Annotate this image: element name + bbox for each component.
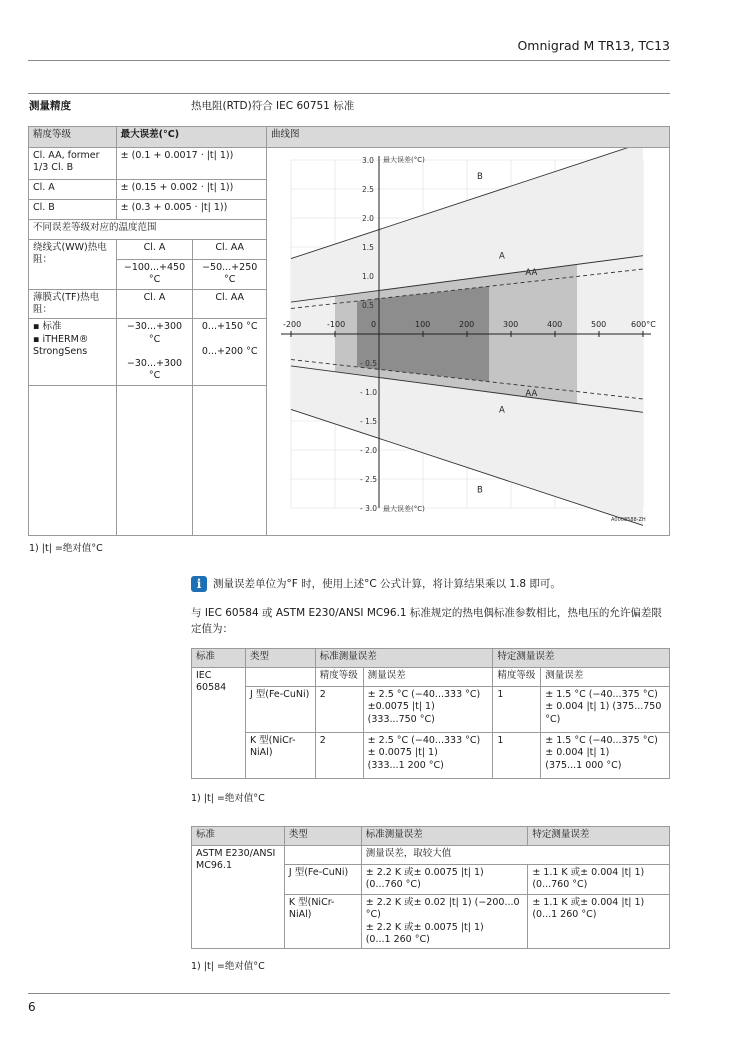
page-number: 6 [28,1000,36,1014]
header-class: 精度等级 [29,127,117,148]
y-tick-label: - 3.0 [359,504,378,513]
y-axis-label-bottom: 最大误差(°C) [382,505,425,513]
x-tick-label: -200 [282,320,302,329]
table3-footnote: 1) |t| =绝对值°C [191,961,265,972]
section-label: 测量精度 [29,100,71,112]
accuracy-table [28,126,670,536]
ww-label: 绕线式(WW)热电阻： [29,240,117,290]
class-a-formula: ± (0.15 + 0.002 · |t| 1)) [116,180,266,200]
t2-k-spec-dev-3: (375...1 000 °C) [545,759,622,771]
tf-item-strongsens: ▪ iTHERM® StrongSens [33,333,89,358]
series-label-a-neg: A [498,405,505,416]
section-rule [28,93,670,94]
t3-header-std-tol: 标准测量误差 [361,827,528,846]
tolerance-paragraph: 与 IEC 60584 或 ASTM E230/ANSI MC96.1 标准规定的热电偶标准参数相比，热电压的允许偏差限定值为： [191,607,662,635]
t2-header-spec-tol: 特定测量误差 [493,649,670,668]
series-label-aa: AA [525,268,538,279]
document-header-title: Omnigrad M TR13, TC13 [517,38,670,53]
header-max-error: 最大误差(°C) [116,127,266,148]
chart-cell [266,148,669,536]
t2-type-j: J 型(Fe-CuNi) [245,687,315,733]
class-b-formula: ± (0.3 + 0.005 · |t| 1)) [116,200,266,220]
header-chart: 曲线图 [266,127,669,148]
tf-label: 薄膜式(TF)热电阻： [29,289,117,319]
x-tick-label: 300 [502,320,519,329]
y-tick-label: - 1.5 [359,417,378,426]
t2-j-spec-dev-2: ± 0.004 |t| 1) (375...750 °C) [545,701,662,725]
temp-range-title: 不同误差等级对应的温度范围 [29,220,267,240]
tf-standard-range-a: −30...+300 °C [126,321,183,345]
t2-sub-class: 精度等级 [315,668,363,687]
series-label-a: A [498,251,505,262]
t2-j-std-class: 2 [315,687,363,733]
x-tick-label: -100 [326,320,346,329]
t2-k-spec-dev-1: ± 1.5 °C (−40...375 °C) [545,735,658,746]
astm-thermocouple-table [191,826,670,949]
tf-col-aa: Cl. AA [193,289,267,319]
t3-standard: ASTM E230/ANSI MC96.1 [192,846,285,949]
x-tick-label: 400 [546,320,563,329]
t2-j-spec-class: 1 [493,687,541,733]
t2-k-std-class: 2 [315,733,363,779]
tf-strongsens-range-a: −30...+300 °C [126,358,183,382]
t3-header-type: 类型 [284,827,361,846]
t2-j-std-dev-2: ±0.0075 |t| 1) [367,701,435,713]
header-rule [28,60,670,61]
table1-footnote: 1) |t| =绝对值°C [29,543,103,554]
series-label-b: B [476,171,483,182]
ww-col-aa: Cl. AA [193,240,267,260]
y-tick-label: - 1.0 [359,388,378,397]
t3-k-std-2: ± 2.2 K 或± 0.0075 |t| 1) [365,921,484,933]
info-icon: i [191,576,207,592]
x-tick-label: 600°C [630,320,656,329]
class-aa-cell: Cl. AA, former 1/3 Cl. B [29,148,117,180]
y-tick-label: 1.5 [361,243,374,252]
class-a-cell: Cl. A [29,180,117,200]
y-tick-label: 2.0 [361,214,374,223]
table2-footnote: 1) |t| =绝对值°C [191,793,265,804]
tf-col-a: Cl. A [116,289,193,319]
y-tick-label: - 2.0 [359,446,378,455]
t2-sub-class-2: 精度等级 [493,668,541,687]
t3-k-std-3: (0...1 260 °C) [365,934,430,946]
t2-header-standard: 标准 [192,649,246,668]
y-tick-label: - 0.5 [359,359,378,368]
class-aa-formula: ± (0.1 + 0.0017 · |t| 1)) [116,148,266,180]
info-note [191,576,669,592]
t3-j-std-1: ± 2.2 K 或± 0.0075 |t| 1) (0...760 °C) [365,867,484,891]
t2-j-std-dev-1: ± 2.5 °C (−40...333 °C) [367,689,481,700]
x-tick-label: 100 [414,320,431,329]
figure-id: A0008588-ZH [610,517,646,523]
error-curve-chart [267,148,669,526]
y-axis-label-top: 最大误差(°C) [382,156,425,164]
info-note-text: 测量误差单位为°F 时，使用上述°C 公式计算，将计算结果乘以 1.8 即可。 [213,578,561,590]
tf-standard-range-aa: 0...+150 °C [201,321,258,333]
tf-item-standard: ▪ 标准 [33,321,62,333]
t2-header-std-tol: 标准测量误差 [315,649,493,668]
y-tick-label: - 2.5 [359,475,378,484]
ww-range-aa: −50...+250 °C [193,260,267,290]
t3-k-spec-1: ± 1.1 K 或± 0.004 |t| 1) [532,897,645,908]
ww-range-a: −100...+450 °C [116,260,193,290]
t2-sub-deviation-2: 测量误差 [541,668,670,687]
t2-j-spec-dev-1: ± 1.5 °C (−40...375 °C) [545,689,658,700]
series-label-b-neg: B [476,485,483,496]
t2-k-std-dev-1: ± 2.5 °C (−40...333 °C) [367,735,481,746]
tf-strongsens-range-aa: 0...+200 °C [201,345,258,357]
t3-j-spec-1: ± 1.1 K 或± 0.004 |t| 1) [532,867,645,878]
series-label-aa-neg: AA [525,389,538,400]
t2-k-spec-class: 1 [493,733,541,779]
t2-j-std-dev-3: (333...750 °C) [367,713,435,725]
t2-sub-deviation: 测量误差 [363,668,493,687]
t2-k-std-dev-2: ± 0.0075 |t| 1) [367,747,438,759]
x-tick-label: 500 [590,320,607,329]
t3-header-standard: 标准 [192,827,285,846]
t3-type-j: J 型(Fe-CuNi) [284,865,361,895]
x-tick-label: 200 [458,320,475,329]
t2-type-k: K 型(NiCr-NiAl) [245,733,315,779]
t3-k-spec-2: (0...1 260 °C) [532,909,597,921]
t2-k-std-dev-3: (333...1 200 °C) [367,759,444,771]
class-b-cell: Cl. B [29,200,117,220]
t2-k-spec-dev-2: ± 0.004 |t| 1) [545,747,610,759]
iec-thermocouple-table [191,648,670,779]
t3-j-spec-2: (0...760 °C) [532,879,588,891]
footer-rule [28,993,670,994]
t3-header-spec-tol: 特定测量误差 [528,827,670,846]
t3-k-std-1: ± 2.2 K 或± 0.02 |t| 1) (−200...0 °C) [365,897,520,921]
section-description: 热电阻(RTD)符合 IEC 60751 标准 [191,100,355,112]
t3-type-k: K 型(NiCr-NiAl) [284,895,361,949]
y-tick-label: 1.0 [361,272,374,281]
y-tick-label: 0.5 [361,301,374,310]
y-tick-label: 3.0 [361,156,374,165]
t2-header-type: 类型 [245,649,315,668]
x-tick-label: 0 [370,320,377,329]
ww-col-a: Cl. A [116,240,193,260]
t3-subheader: 测量误差，取较大值 [361,846,669,865]
y-tick-label: 2.5 [361,185,374,194]
t2-standard: IEC 60584 [192,668,246,779]
